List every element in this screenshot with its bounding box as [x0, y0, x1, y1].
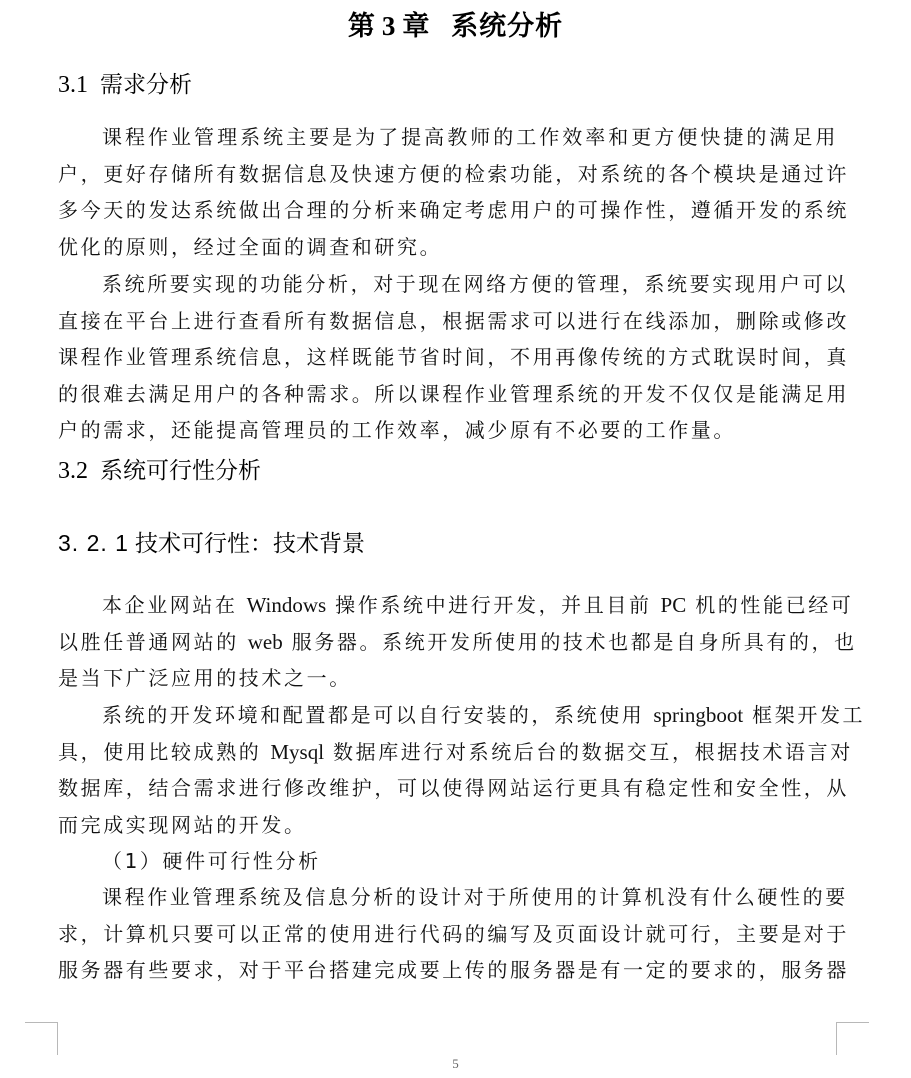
text-line: 系统所要实现的功能分析，对于现在网络方便的管理，系统要实现用户可以	[102, 272, 848, 296]
text-line: 而完成实现网站的开发。	[58, 812, 307, 837]
section-heading-3-1	[58, 68, 192, 102]
text-segment: PC	[660, 593, 687, 617]
margin-corner-mark-left	[25, 1022, 58, 1055]
section-title: 需求分析	[100, 72, 192, 98]
text-segment: 服务器。系统开发所使用的技术也都是自身所具有的，也	[282, 629, 857, 654]
text-line: 户，更好存储所有数据信息及快速方便的检索功能，对系统的各个模块是通过许	[58, 161, 849, 186]
section-heading-3-2	[58, 454, 261, 488]
section-number: 3.1	[58, 72, 88, 98]
text-segment: 数据库进行对系统后台的数据交互，根据技术语言对	[324, 739, 853, 764]
text-segment: 具，使用比较成熟的	[58, 739, 271, 764]
text-segment: 本企业网站在	[102, 593, 247, 617]
text-segment: 框架开发工	[743, 703, 866, 727]
text-line	[58, 587, 854, 624]
text-line: 课程作业管理系统信息，这样既能节省时间，不用再像传统的方式耽误时间，真	[58, 345, 849, 370]
text-segment: 操作系统中进行开发，并且目前	[326, 593, 661, 617]
text-line: 直接在平台上进行查看所有数据信息，根据需求可以进行在线添加，删除或修改	[58, 308, 849, 333]
text-segment: springboot	[653, 703, 744, 727]
chapter-number: 3	[381, 11, 397, 41]
text-line: 数据库，结合需求进行修改维护，可以使得网站运行更具有稳定性和安全性，从	[58, 776, 849, 801]
section-number: 3.2	[58, 458, 88, 484]
paragraph	[58, 879, 849, 989]
text-line: 的很难去满足用户的各种需求。所以课程作业管理系统的开发不仅仅是能满足用	[58, 381, 849, 406]
text-line: 多今天的发达系统做出合理的分析来确定考虑用户的可操作性，遵循开发的系统	[58, 198, 849, 223]
chapter-prefix: 第	[347, 11, 376, 42]
chapter-title	[0, 6, 911, 47]
list-item-label: （1）硬件可行性分析	[102, 849, 321, 873]
text-segment: 系统的开发环境和配置都是可以自行安装的，系统使用	[102, 703, 654, 727]
text-line	[58, 624, 857, 661]
subsection-title: 技术可行性：技术背景	[134, 531, 365, 557]
margin-corner-mark-right	[836, 1022, 869, 1055]
paragraph	[58, 119, 849, 265]
text-line	[58, 734, 853, 771]
text-segment: 机的性能已经可	[686, 593, 854, 617]
subsection-heading-3-2-1	[58, 526, 365, 561]
text-line: 课程作业管理系统及信息分析的设计对于所使用的计算机没有什么硬性的要	[102, 885, 848, 909]
paragraph	[58, 697, 866, 843]
chapter-suffix: 章	[402, 11, 431, 42]
text-segment: Windows	[246, 593, 327, 617]
text-line	[58, 697, 866, 734]
text-line: 是当下广泛应用的技术之一。	[58, 666, 352, 691]
chapter-name: 系统分析	[451, 11, 564, 42]
text-segment: web	[247, 629, 283, 654]
section-title: 系统可行性分析	[100, 458, 261, 484]
paragraph	[58, 587, 857, 697]
paragraph	[58, 266, 849, 449]
text-segment: 以胜任普通网站的	[58, 629, 248, 654]
page-number: 5	[452, 1056, 459, 1071]
text-line: 优化的原则，经过全面的调查和研究。	[58, 234, 443, 259]
text-line: 求，计算机只要可以正常的使用进行代码的编写及页面设计就可行，主要是对于	[58, 921, 849, 946]
text-segment: Mysql	[270, 739, 325, 764]
text-line: 户的需求，还能提高管理员的工作效率，减少原有不必要的工作量。	[58, 418, 736, 443]
text-line: 服务器有些要求，对于平台搭建完成要上传的服务器是有一定的要求的，服务器	[58, 958, 849, 983]
subsection-number: 3. 2. 1	[58, 530, 129, 556]
text-line: 课程作业管理系统主要是为了提高教师的工作效率和更方便快捷的满足用	[102, 125, 838, 149]
